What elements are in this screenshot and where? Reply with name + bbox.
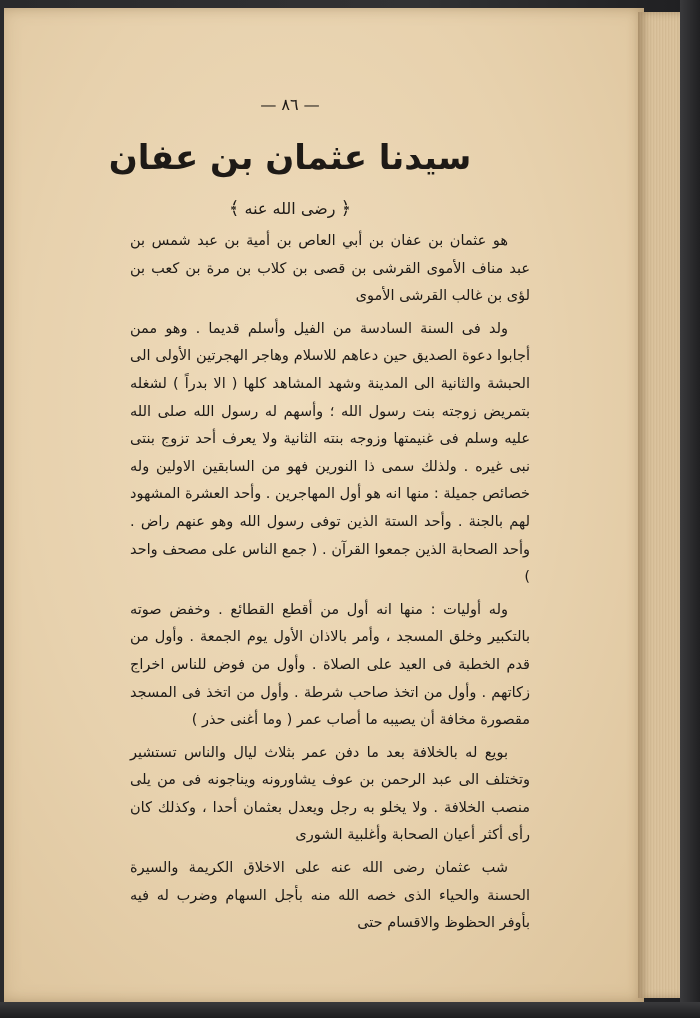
paragraph-caliphate: بويع له بالخلافة بعد ما دفن عمر بثلاث ليال والناس تستشير وتختلف الى عبد الرحمن بن عوف يشاورونه ويناجونه فى من يلى منصب الخلافة . ولا يخلو به رجل ويعدل بعثمان أحدا ، وكذلك كان رأى أكثر أعيان الصحابة وأغلبية الشورى bbox=[130, 744, 530, 844]
subtitle-text: رضى الله عنه bbox=[244, 199, 336, 218]
page-number: — ٨٦ — bbox=[260, 95, 320, 114]
paragraph-character: شب عثمان رضى الله عنه على الاخلاق الكريمة والسيرة الحسنة والحياء الذى خصه الله منه بأجل السهام وضرب له فيه بأوفر الحظوظ والاقسام حتى bbox=[130, 860, 530, 932]
chapter-title: سيدنا عثمان بن عفان bbox=[108, 138, 472, 178]
paragraph-lineage: هو عثمان بن عفان بن أبي العاص بن أمية بن عبد شمس بن عبد مناف الأموى القرشى بن قصى بن كلاب بن مرة بن كعب بن لؤى بن غالب القرشى الأموى bbox=[130, 233, 530, 305]
paragraph-birth: ولد فى السنة السادسة من الفيل وأسلم قديما . وهو ممن أجابوا دعوة الصديق حين دعاهم للاسلام وهاجر الهجرتين الأولى الى الحبشة والثانية الى المدينة وشهد المشاهد كلها ( الا بدراً ) لشغله بتمريض زوجته بنت رسول الله ؛ وأسهم له رسول الله صلى الله عليه وسلم فى غنيمتها وزوجه بنته الثانية ولا يعرف أحد تزوج بنتى نبى غيره . ولذلك سمى ذا النورين فهو من السابقين الاولين وله خصائص جميلة : منها انه هو أول المهاجرين . وأحد العشرة المشهود لهم بالجنة . وأحد الستة الذين توفى رسول الله وهو عنهم راض . وأحد الصحابة الذين جمعوا القرآن . ( جمع الناس على مصحف واحد ) bbox=[130, 320, 530, 586]
paragraph-firsts: وله أوليات : منها انه أول من أقطع القطائع . وخفض صوته بالتكبير وخلق المسجد ، وأمر بالاذان الأول يوم الجمعة . وأول من قدم الخطبة فى العيد على الصلاة . وأول من فوض للناس اخراج زكاتهم . وأول من اتخذ صاحب شرطة . وأول من اتخذ فى المسجد مقصورة مخافة أن يصيبه ما أصاب عمر ( وما أغنى حذر ) bbox=[130, 601, 530, 729]
body-text bbox=[130, 228, 530, 943]
book-cover-edge bbox=[680, 0, 700, 1018]
book-bottom-edge bbox=[0, 1002, 700, 1018]
chapter-subtitle bbox=[0, 198, 580, 219]
bracket-open: ﴿ bbox=[340, 198, 352, 219]
bracket-close: ﴾ bbox=[228, 198, 240, 219]
page-edges bbox=[638, 12, 680, 998]
